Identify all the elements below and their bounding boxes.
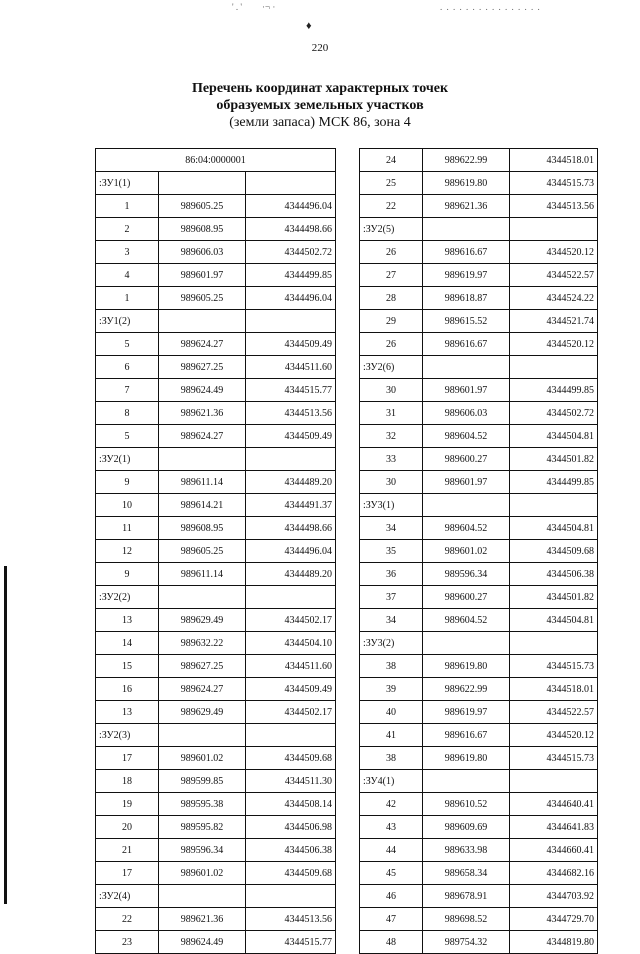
point-number-cell: 44	[360, 839, 423, 862]
table-row	[96, 241, 336, 264]
y-coordinate-cell: 4344498.66	[246, 517, 336, 540]
y-coordinate-cell: 4344499.85	[246, 264, 336, 287]
y-coordinate-cell: 4344520.12	[510, 333, 598, 356]
point-number-cell: 14	[96, 632, 159, 655]
x-coordinate-cell: 989624.27	[159, 425, 246, 448]
table-row	[360, 609, 598, 632]
plot-designation: :ЗУ3(2)	[360, 632, 423, 655]
scan-edge-bar	[4, 566, 7, 904]
y-coordinate-cell: 4344502.17	[246, 701, 336, 724]
plot-designation: :ЗУ1(2)	[96, 310, 159, 333]
empty-cell	[246, 448, 336, 471]
x-coordinate-cell: 989605.25	[159, 287, 246, 310]
x-coordinate-cell: 989600.27	[423, 448, 510, 471]
point-number-cell: 30	[360, 471, 423, 494]
table-row	[360, 172, 598, 195]
y-coordinate-cell: 4344496.04	[246, 540, 336, 563]
point-number-cell: 5	[96, 425, 159, 448]
y-coordinate-cell: 4344504.81	[510, 425, 598, 448]
x-coordinate-cell: 989627.25	[159, 356, 246, 379]
y-coordinate-cell: 4344524.22	[510, 287, 598, 310]
plot-label-row	[360, 770, 598, 793]
title-line-2: образуемых земельных участков	[216, 98, 424, 113]
x-coordinate-cell: 989624.49	[159, 379, 246, 402]
table-row	[360, 655, 598, 678]
plot-designation: :ЗУ3(1)	[360, 494, 423, 517]
point-number-cell: 21	[96, 839, 159, 862]
table-row	[96, 655, 336, 678]
x-coordinate-cell: 989611.14	[159, 471, 246, 494]
document-title	[0, 80, 640, 131]
plot-designation: :ЗУ1(1)	[96, 172, 159, 195]
x-coordinate-cell: 989601.02	[423, 540, 510, 563]
plot-designation: :ЗУ2(6)	[360, 356, 423, 379]
x-coordinate-cell: 989633.98	[423, 839, 510, 862]
point-number-cell: 3	[96, 241, 159, 264]
y-coordinate-cell: 4344501.82	[510, 448, 598, 471]
x-coordinate-cell: 989621.36	[423, 195, 510, 218]
empty-cell	[159, 448, 246, 471]
table-row	[360, 425, 598, 448]
y-coordinate-cell: 4344502.17	[246, 609, 336, 632]
table-row	[360, 517, 598, 540]
x-coordinate-cell: 989629.49	[159, 701, 246, 724]
y-coordinate-cell: 4344506.98	[246, 816, 336, 839]
point-number-cell: 5	[96, 333, 159, 356]
x-coordinate-cell: 989609.69	[423, 816, 510, 839]
y-coordinate-cell: 4344504.81	[510, 609, 598, 632]
title-line-3: (земли запаса) МСК 86, зона 4	[229, 115, 411, 130]
x-coordinate-cell: 989619.97	[423, 701, 510, 724]
x-coordinate-cell: 989624.27	[159, 678, 246, 701]
x-coordinate-cell: 989619.80	[423, 747, 510, 770]
y-coordinate-cell: 4344509.49	[246, 678, 336, 701]
point-number-cell: 22	[96, 908, 159, 931]
y-coordinate-cell: 4344504.81	[510, 517, 598, 540]
plot-label-row	[96, 172, 336, 195]
table-row	[96, 931, 336, 954]
x-coordinate-cell: 989622.99	[423, 678, 510, 701]
x-coordinate-cell: 989595.38	[159, 793, 246, 816]
plot-label-row	[96, 448, 336, 471]
y-coordinate-cell: 4344640.41	[510, 793, 598, 816]
point-number-cell: 2	[96, 218, 159, 241]
y-coordinate-cell: 4344515.73	[510, 747, 598, 770]
x-coordinate-cell: 989616.67	[423, 724, 510, 747]
y-coordinate-cell: 4344509.68	[246, 747, 336, 770]
y-coordinate-cell: 4344819.80	[510, 931, 598, 954]
y-coordinate-cell: 4344521.74	[510, 310, 598, 333]
empty-cell	[510, 218, 598, 241]
point-number-cell: 9	[96, 471, 159, 494]
x-coordinate-cell: 989615.52	[423, 310, 510, 333]
point-number-cell: 12	[96, 540, 159, 563]
point-number-cell: 10	[96, 494, 159, 517]
y-coordinate-cell: 4344491.37	[246, 494, 336, 517]
table-row	[360, 402, 598, 425]
scan-artifact: ·¬ ·	[262, 2, 276, 12]
x-coordinate-cell: 989601.02	[159, 747, 246, 770]
plot-designation: :ЗУ2(5)	[360, 218, 423, 241]
x-coordinate-cell: 989611.14	[159, 563, 246, 586]
table-row	[96, 379, 336, 402]
empty-cell	[246, 724, 336, 747]
y-coordinate-cell: 4344515.73	[510, 172, 598, 195]
plot-label-row	[360, 632, 598, 655]
table-row	[360, 724, 598, 747]
empty-cell	[423, 632, 510, 655]
table-row	[96, 816, 336, 839]
y-coordinate-cell: 4344513.56	[246, 908, 336, 931]
empty-cell	[510, 632, 598, 655]
point-number-cell: 47	[360, 908, 423, 931]
point-number-cell: 20	[96, 816, 159, 839]
table-row	[360, 471, 598, 494]
empty-cell	[510, 770, 598, 793]
x-coordinate-cell: 989601.97	[423, 379, 510, 402]
table-row	[360, 793, 598, 816]
y-coordinate-cell: 4344499.85	[510, 379, 598, 402]
y-coordinate-cell: 4344511.60	[246, 655, 336, 678]
table-row	[96, 425, 336, 448]
x-coordinate-cell: 989621.36	[159, 402, 246, 425]
table-row	[360, 264, 598, 287]
plot-designation: :ЗУ2(1)	[96, 448, 159, 471]
scan-artifact: ♦	[306, 20, 312, 32]
table-row	[96, 356, 336, 379]
y-coordinate-cell: 4344502.72	[510, 402, 598, 425]
x-coordinate-cell: 989698.52	[423, 908, 510, 931]
table-row	[96, 195, 336, 218]
point-number-cell: 30	[360, 379, 423, 402]
y-coordinate-cell: 4344501.82	[510, 586, 598, 609]
point-number-cell: 15	[96, 655, 159, 678]
empty-cell	[159, 724, 246, 747]
point-number-cell: 11	[96, 517, 159, 540]
plot-label-row	[96, 724, 336, 747]
table-row	[360, 862, 598, 885]
point-number-cell: 1	[96, 287, 159, 310]
point-number-cell: 42	[360, 793, 423, 816]
scan-artifact: ' . '	[232, 2, 242, 12]
x-coordinate-cell: 989616.67	[423, 333, 510, 356]
x-coordinate-cell: 989618.87	[423, 287, 510, 310]
plot-label-row	[360, 356, 598, 379]
point-number-cell: 32	[360, 425, 423, 448]
table-row	[360, 931, 598, 954]
empty-cell	[159, 310, 246, 333]
y-coordinate-cell: 4344509.68	[246, 862, 336, 885]
point-number-cell: 46	[360, 885, 423, 908]
y-coordinate-cell: 4344506.38	[510, 563, 598, 586]
point-number-cell: 9	[96, 563, 159, 586]
point-number-cell: 13	[96, 609, 159, 632]
x-coordinate-cell: 989605.25	[159, 195, 246, 218]
table-row	[360, 885, 598, 908]
empty-cell	[423, 770, 510, 793]
y-coordinate-cell: 4344509.68	[510, 540, 598, 563]
x-coordinate-cell: 989622.99	[423, 149, 510, 172]
table-row	[96, 333, 336, 356]
empty-cell	[159, 172, 246, 195]
empty-cell	[423, 494, 510, 517]
empty-cell	[159, 586, 246, 609]
x-coordinate-cell: 989606.03	[159, 241, 246, 264]
point-number-cell: 43	[360, 816, 423, 839]
x-coordinate-cell: 989616.67	[423, 241, 510, 264]
table-row	[96, 540, 336, 563]
x-coordinate-cell: 989619.80	[423, 655, 510, 678]
x-coordinate-cell: 989601.02	[159, 862, 246, 885]
table-row	[96, 287, 336, 310]
point-number-cell: 37	[360, 586, 423, 609]
point-number-cell: 29	[360, 310, 423, 333]
y-coordinate-cell: 4344509.49	[246, 333, 336, 356]
table-row	[96, 402, 336, 425]
y-coordinate-cell: 4344513.56	[246, 402, 336, 425]
x-coordinate-cell: 989604.52	[423, 609, 510, 632]
plot-label-row	[360, 494, 598, 517]
x-coordinate-cell: 989608.95	[159, 218, 246, 241]
point-number-cell: 34	[360, 609, 423, 632]
table-row	[360, 379, 598, 402]
x-coordinate-cell: 989610.52	[423, 793, 510, 816]
empty-cell	[246, 885, 336, 908]
table-row	[360, 241, 598, 264]
y-coordinate-cell: 4344682.16	[510, 862, 598, 885]
table-row	[360, 839, 598, 862]
point-number-cell: 26	[360, 333, 423, 356]
x-coordinate-cell: 989658.34	[423, 862, 510, 885]
y-coordinate-cell: 4344513.56	[510, 195, 598, 218]
table-row	[96, 678, 336, 701]
point-number-cell: 41	[360, 724, 423, 747]
y-coordinate-cell: 4344511.30	[246, 770, 336, 793]
y-coordinate-cell: 4344499.85	[510, 471, 598, 494]
empty-cell	[423, 218, 510, 241]
y-coordinate-cell: 4344511.60	[246, 356, 336, 379]
point-number-cell: 1	[96, 195, 159, 218]
cadastral-block-number: 86:04:0000001	[96, 149, 336, 172]
y-coordinate-cell: 4344509.49	[246, 425, 336, 448]
y-coordinate-cell: 4344496.04	[246, 195, 336, 218]
table-header-row	[96, 149, 336, 172]
page-number: 220	[311, 42, 329, 54]
point-number-cell: 48	[360, 931, 423, 954]
point-number-cell: 6	[96, 356, 159, 379]
table-row	[96, 632, 336, 655]
table-row	[96, 701, 336, 724]
table-row	[360, 747, 598, 770]
y-coordinate-cell: 4344515.73	[510, 655, 598, 678]
point-number-cell: 19	[96, 793, 159, 816]
x-coordinate-cell: 989624.27	[159, 333, 246, 356]
x-coordinate-cell: 989678.91	[423, 885, 510, 908]
y-coordinate-cell: 4344506.38	[246, 839, 336, 862]
point-number-cell: 8	[96, 402, 159, 425]
point-number-cell: 26	[360, 241, 423, 264]
table-row	[360, 816, 598, 839]
point-number-cell: 33	[360, 448, 423, 471]
plot-designation: :ЗУ4(1)	[360, 770, 423, 793]
x-coordinate-cell: 989601.97	[423, 471, 510, 494]
table-row	[360, 586, 598, 609]
point-number-cell: 27	[360, 264, 423, 287]
plot-designation: :ЗУ2(4)	[96, 885, 159, 908]
title-line-1: Перечень координат характерных точек	[191, 81, 449, 96]
x-coordinate-cell: 989600.27	[423, 586, 510, 609]
y-coordinate-cell: 4344515.77	[246, 931, 336, 954]
table-row	[360, 333, 598, 356]
plot-label-row	[96, 586, 336, 609]
y-coordinate-cell: 4344520.12	[510, 241, 598, 264]
point-number-cell: 35	[360, 540, 423, 563]
x-coordinate-cell: 989604.52	[423, 425, 510, 448]
point-number-cell: 7	[96, 379, 159, 402]
x-coordinate-cell: 989601.97	[159, 264, 246, 287]
y-coordinate-cell: 4344522.57	[510, 264, 598, 287]
plot-designation: :ЗУ2(2)	[96, 586, 159, 609]
x-coordinate-cell: 989754.32	[423, 931, 510, 954]
table-row	[360, 540, 598, 563]
empty-cell	[246, 310, 336, 333]
x-coordinate-cell: 989614.21	[159, 494, 246, 517]
y-coordinate-cell: 4344515.77	[246, 379, 336, 402]
table-row	[96, 747, 336, 770]
point-number-cell: 45	[360, 862, 423, 885]
plot-label-row	[96, 310, 336, 333]
y-coordinate-cell: 4344518.01	[510, 678, 598, 701]
y-coordinate-cell: 4344508.14	[246, 793, 336, 816]
empty-cell	[423, 356, 510, 379]
point-number-cell: 18	[96, 770, 159, 793]
point-number-cell: 38	[360, 747, 423, 770]
empty-cell	[510, 494, 598, 517]
y-coordinate-cell: 4344489.20	[246, 563, 336, 586]
point-number-cell: 40	[360, 701, 423, 724]
table-row	[96, 517, 336, 540]
plot-designation: :ЗУ2(3)	[96, 724, 159, 747]
table-row	[360, 149, 598, 172]
point-number-cell: 39	[360, 678, 423, 701]
y-coordinate-cell: 4344522.57	[510, 701, 598, 724]
table-row	[360, 195, 598, 218]
x-coordinate-cell: 989606.03	[423, 402, 510, 425]
x-coordinate-cell: 989596.34	[423, 563, 510, 586]
x-coordinate-cell: 989627.25	[159, 655, 246, 678]
table-row	[360, 701, 598, 724]
point-number-cell: 31	[360, 402, 423, 425]
point-number-cell: 25	[360, 172, 423, 195]
table-row	[96, 793, 336, 816]
empty-cell	[510, 356, 598, 379]
x-coordinate-cell: 989624.49	[159, 931, 246, 954]
scan-artifact: . . . . . . . . . . . . . . . .	[440, 2, 541, 12]
x-coordinate-cell: 989595.82	[159, 816, 246, 839]
empty-cell	[246, 586, 336, 609]
coordinates-table-left	[95, 148, 336, 954]
x-coordinate-cell: 989596.34	[159, 839, 246, 862]
point-number-cell: 16	[96, 678, 159, 701]
table-row	[96, 839, 336, 862]
y-coordinate-cell: 4344489.20	[246, 471, 336, 494]
y-coordinate-cell: 4344520.12	[510, 724, 598, 747]
point-number-cell: 13	[96, 701, 159, 724]
point-number-cell: 17	[96, 862, 159, 885]
table-row	[96, 563, 336, 586]
plot-label-row	[96, 885, 336, 908]
x-coordinate-cell: 989619.97	[423, 264, 510, 287]
empty-cell	[159, 885, 246, 908]
plot-label-row	[360, 218, 598, 241]
point-number-cell: 22	[360, 195, 423, 218]
table-row	[96, 908, 336, 931]
point-number-cell: 24	[360, 149, 423, 172]
x-coordinate-cell: 989629.49	[159, 609, 246, 632]
y-coordinate-cell: 4344504.10	[246, 632, 336, 655]
x-coordinate-cell: 989608.95	[159, 517, 246, 540]
table-row	[360, 448, 598, 471]
point-number-cell: 23	[96, 931, 159, 954]
y-coordinate-cell: 4344498.66	[246, 218, 336, 241]
table-row	[360, 678, 598, 701]
y-coordinate-cell: 4344518.01	[510, 149, 598, 172]
table-row	[96, 862, 336, 885]
y-coordinate-cell: 4344502.72	[246, 241, 336, 264]
point-number-cell: 28	[360, 287, 423, 310]
table-row	[96, 494, 336, 517]
point-number-cell: 34	[360, 517, 423, 540]
table-row	[96, 264, 336, 287]
coordinates-table-right	[359, 148, 598, 954]
table-row	[96, 218, 336, 241]
table-row	[360, 287, 598, 310]
table-row	[96, 770, 336, 793]
x-coordinate-cell: 989605.25	[159, 540, 246, 563]
table-row	[96, 609, 336, 632]
x-coordinate-cell: 989621.36	[159, 908, 246, 931]
x-coordinate-cell: 989632.22	[159, 632, 246, 655]
table-row	[96, 471, 336, 494]
point-number-cell: 36	[360, 563, 423, 586]
point-number-cell: 4	[96, 264, 159, 287]
y-coordinate-cell: 4344703.92	[510, 885, 598, 908]
table-row	[360, 310, 598, 333]
point-number-cell: 17	[96, 747, 159, 770]
x-coordinate-cell: 989604.52	[423, 517, 510, 540]
x-coordinate-cell: 989619.80	[423, 172, 510, 195]
point-number-cell: 38	[360, 655, 423, 678]
empty-cell	[246, 172, 336, 195]
x-coordinate-cell: 989599.85	[159, 770, 246, 793]
y-coordinate-cell: 4344641.83	[510, 816, 598, 839]
y-coordinate-cell: 4344496.04	[246, 287, 336, 310]
table-row	[360, 563, 598, 586]
table-row	[360, 908, 598, 931]
y-coordinate-cell: 4344729.70	[510, 908, 598, 931]
y-coordinate-cell: 4344660.41	[510, 839, 598, 862]
